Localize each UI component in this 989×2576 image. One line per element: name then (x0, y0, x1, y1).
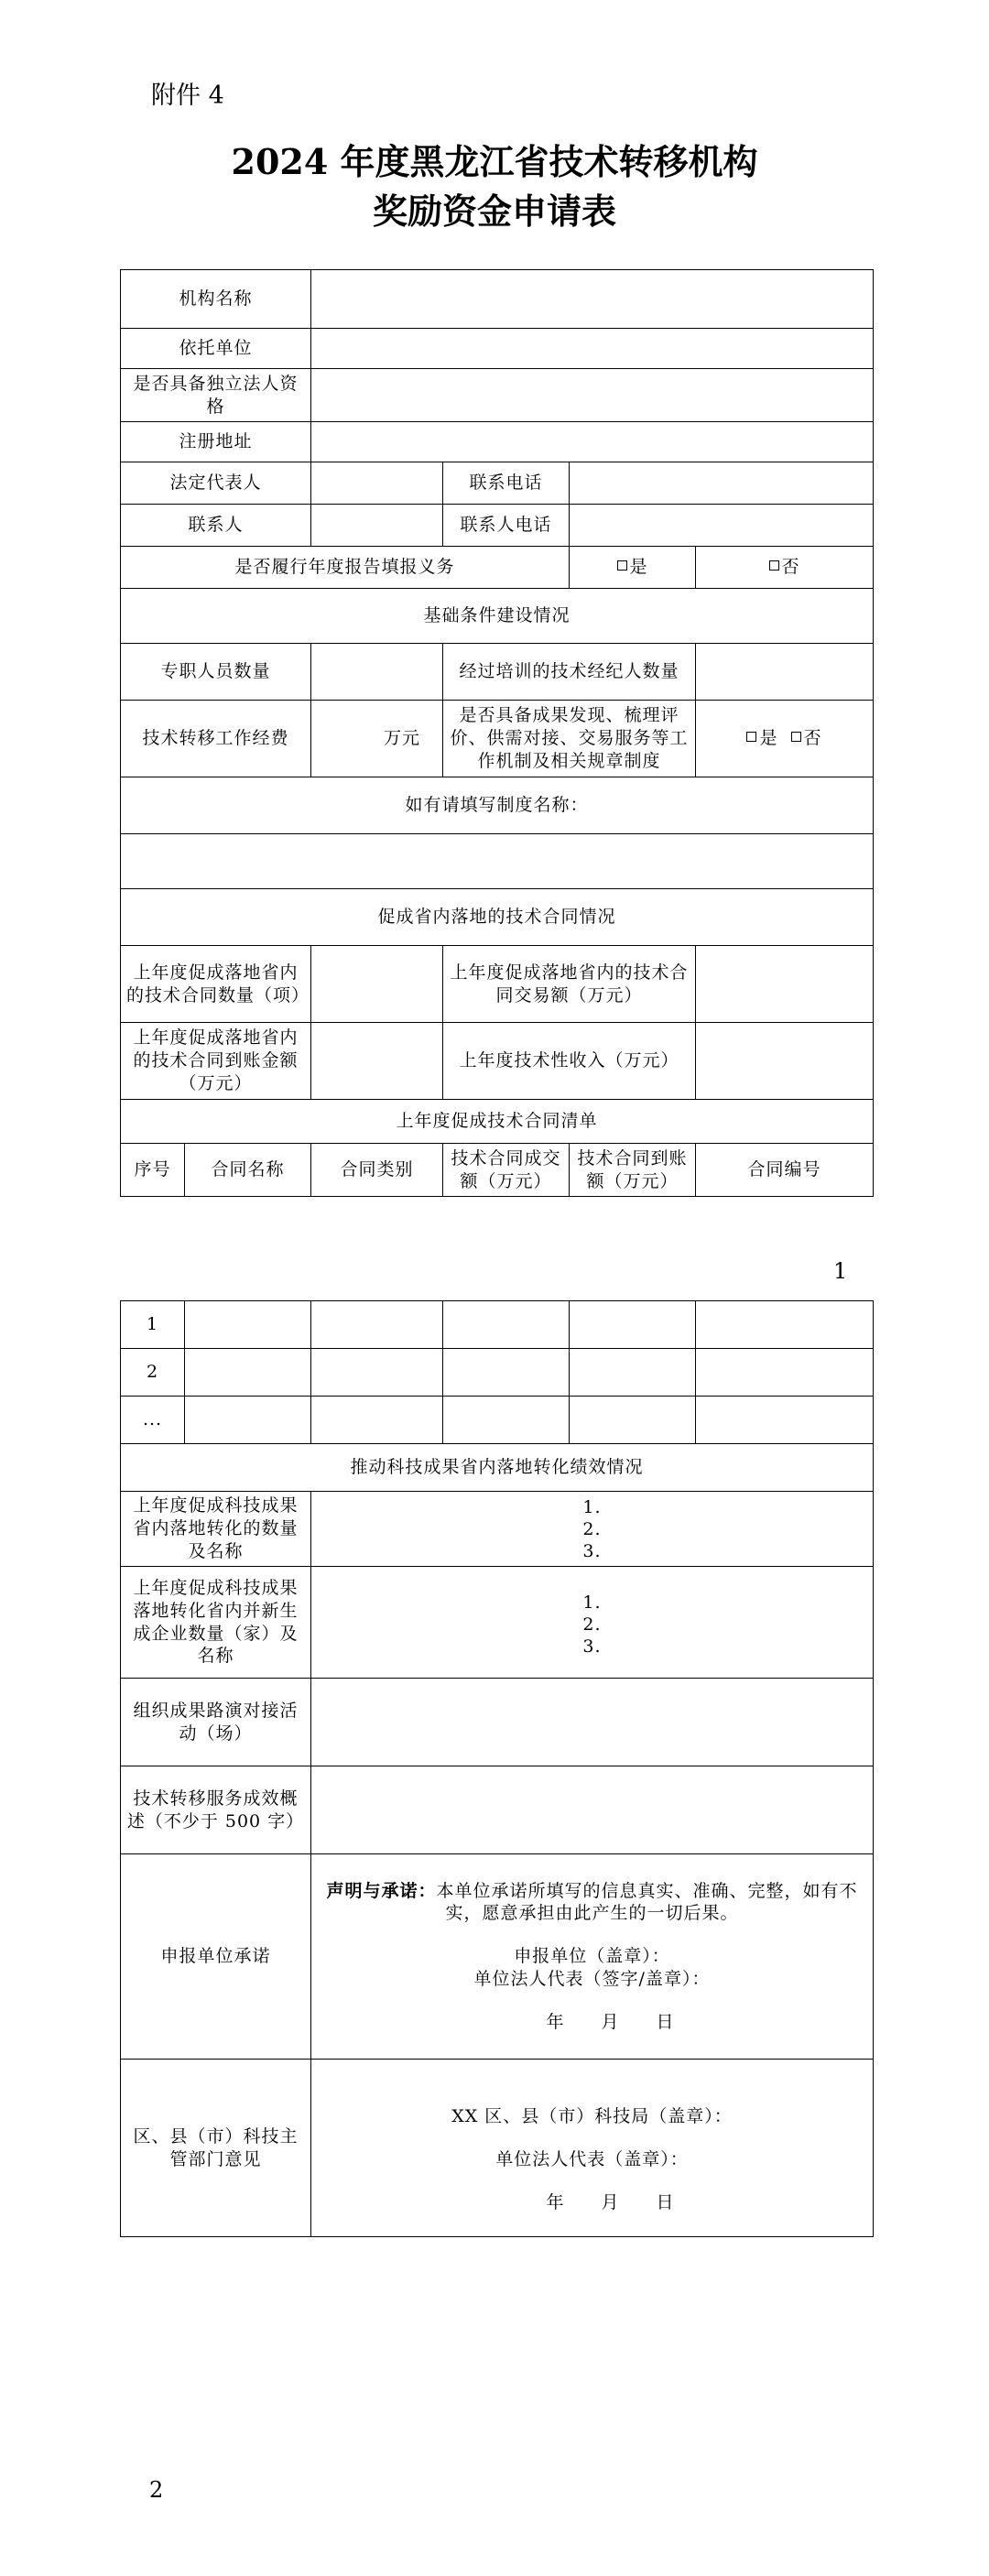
input-independent-legal[interactable] (311, 369, 874, 422)
cell-input[interactable] (185, 1397, 311, 1444)
input-contact-person-phone[interactable] (570, 505, 874, 547)
cell-input[interactable] (185, 1349, 311, 1397)
cell-input[interactable] (570, 1349, 696, 1397)
cell-input[interactable] (570, 1397, 696, 1444)
label-service-summary: 技术转移服务成效概述（不少于 500 字） (121, 1766, 311, 1854)
input-trained-brokers[interactable] (696, 644, 874, 701)
application-form-table (120, 269, 874, 1197)
checkbox-no-label: 否 (781, 557, 800, 578)
list-item: 3. (582, 1540, 602, 1561)
input-contract-received[interactable] (311, 1023, 443, 1100)
label-contract-count: 上年度促成落地省内的技术合同数量（项） (121, 946, 311, 1023)
cell-input[interactable] (443, 1301, 570, 1349)
checkbox-no-label: 否 (803, 728, 822, 749)
application-form-table-continued (120, 1300, 874, 2237)
input-enterprise-list[interactable] (311, 1567, 874, 1679)
checkbox-report-no[interactable] (696, 547, 874, 589)
input-transfer-funds[interactable] (311, 701, 443, 777)
legal-rep-signature: 单位法人代表（签字/盖章）： (473, 1968, 711, 1989)
input-legal-rep[interactable] (311, 462, 443, 505)
label-institution-name: 机构名称 (121, 270, 311, 329)
row-seq-more: ... (121, 1397, 185, 1444)
page-number-2: 2 (149, 2477, 164, 2503)
form-title-line2: 奖励资金申请表 (372, 190, 616, 232)
section-basic-conditions: 基础条件建设情况 (121, 589, 874, 644)
cell-input[interactable] (570, 1301, 696, 1349)
cell-input[interactable] (185, 1301, 311, 1349)
col-contract-number: 合同编号 (696, 1144, 874, 1197)
list-item: 2. (582, 1614, 602, 1635)
section-performance: 推动科技成果省内落地转化绩效情况 (121, 1444, 874, 1492)
input-results-list[interactable] (311, 1492, 874, 1567)
label-applicant-commitment: 申报单位承诺 (121, 1854, 311, 2060)
unit-wan-yuan: 万元 (384, 728, 421, 749)
cell-input[interactable] (696, 1397, 874, 1444)
checkbox-icon (746, 732, 756, 742)
section-contract-list: 上年度促成技术合同清单 (121, 1100, 874, 1144)
input-registered-address[interactable] (311, 422, 874, 462)
cell-input[interactable] (443, 1349, 570, 1397)
checkbox-icon (791, 732, 801, 742)
input-roadshows[interactable] (311, 1679, 874, 1766)
label-county-opinion: 区、县（市）科技主管部门意见 (121, 2060, 311, 2237)
checkbox-mechanism[interactable] (696, 701, 874, 777)
county-legal-rep: 单位法人代表（盖章）： (495, 2149, 689, 2170)
form-title-line1: 2024 年度黑龙江省技术转移机构 (231, 141, 758, 182)
input-contract-count[interactable] (311, 946, 443, 1023)
label-annual-report-duty: 是否履行年度报告填报义务 (121, 547, 570, 589)
input-service-summary[interactable] (311, 1766, 874, 1854)
input-contract-amount[interactable] (696, 946, 874, 1023)
col-deal-amount: 技术合同成交额（万元） (443, 1144, 570, 1197)
label-legal-rep: 法定代表人 (121, 462, 311, 505)
label-registered-address: 注册地址 (121, 422, 311, 462)
label-staff-count: 专职人员数量 (121, 644, 311, 701)
attachment-label: 附件 4 (151, 82, 224, 110)
input-contact-person[interactable] (311, 505, 443, 547)
label-new-enterprises: 上年度促成科技成果落地转化省内并新生成企业数量（家）及名称 (121, 1567, 311, 1679)
date-line: 年 月 日 (546, 2011, 675, 2032)
input-system-name[interactable] (121, 834, 874, 889)
list-item: 2. (582, 1518, 602, 1539)
cell-input[interactable] (311, 1349, 443, 1397)
county-opinion-block[interactable] (311, 2060, 874, 2237)
list-item: 1. (582, 1496, 602, 1517)
row-seq-2: 2 (121, 1349, 185, 1397)
cell-input[interactable] (311, 1397, 443, 1444)
input-institution-name[interactable] (311, 270, 874, 329)
date-line: 年 月 日 (546, 2191, 675, 2212)
label-transfer-funds: 技术转移工作经费 (121, 701, 311, 777)
label-independent-legal: 是否具备独立法人资格 (121, 369, 311, 422)
col-received-amount: 技术合同到账额（万元） (570, 1144, 696, 1197)
declaration-paragraph (317, 1880, 867, 1925)
cell-input[interactable] (311, 1301, 443, 1349)
col-contract-type: 合同类别 (311, 1144, 443, 1197)
label-contact-person: 联系人 (121, 505, 311, 547)
label-results-count: 上年度促成科技成果省内落地转化的数量及名称 (121, 1492, 311, 1567)
label-system-name: 如有请填写制度名称： (121, 777, 874, 834)
label-trained-brokers: 经过培训的技术经纪人数量 (443, 644, 696, 701)
row-seq-1: 1 (121, 1301, 185, 1349)
checkbox-icon (617, 560, 627, 571)
input-contact-phone[interactable] (570, 462, 874, 505)
list-item: 1. (582, 1592, 602, 1613)
label-tech-income: 上年度技术性收入（万元） (443, 1023, 696, 1100)
county-bureau-seal: XX 区、县（市）科技局（盖章）： (451, 2106, 733, 2127)
label-contract-received: 上年度促成落地省内的技术合同到账金额（万元） (121, 1023, 311, 1100)
checkbox-yes-label: 是 (629, 557, 648, 578)
label-contact-person-phone: 联系人电话 (443, 505, 570, 547)
label-mechanism: 是否具备成果发现、梳理评价、供需对接、交易服务等工作机制及相关规章制度 (443, 701, 696, 777)
section-contracts: 促成省内落地的技术合同情况 (121, 889, 874, 946)
list-item: 3. (582, 1636, 602, 1657)
declaration-title: 声明与承诺： (326, 1880, 437, 1901)
cell-input[interactable] (696, 1349, 874, 1397)
cell-input[interactable] (443, 1397, 570, 1444)
declaration-block[interactable] (311, 1854, 874, 2060)
label-supporting-unit: 依托单位 (121, 329, 311, 369)
declaration-text: 本单位承诺所填写的信息真实、准确、完整，如有不实，愿意承担由此产生的一切后果。 (436, 1880, 858, 1924)
label-roadshows: 组织成果路演对接活动（场） (121, 1679, 311, 1766)
label-contract-amount: 上年度促成落地省内的技术合同交易额（万元） (443, 946, 696, 1023)
page-number-1: 1 (833, 1258, 848, 1284)
applicant-seal: 申报单位（盖章）： (514, 1946, 670, 1967)
col-seq: 序号 (121, 1144, 185, 1197)
col-contract-name: 合同名称 (185, 1144, 311, 1197)
input-staff-count[interactable] (311, 644, 443, 701)
input-tech-income[interactable] (696, 1023, 874, 1100)
label-contact-phone: 联系电话 (443, 462, 570, 505)
checkbox-icon (769, 560, 779, 571)
cell-input[interactable] (696, 1301, 874, 1349)
checkbox-yes-label: 是 (759, 728, 778, 749)
checkbox-report-yes[interactable] (570, 547, 696, 589)
input-supporting-unit[interactable] (311, 329, 874, 369)
